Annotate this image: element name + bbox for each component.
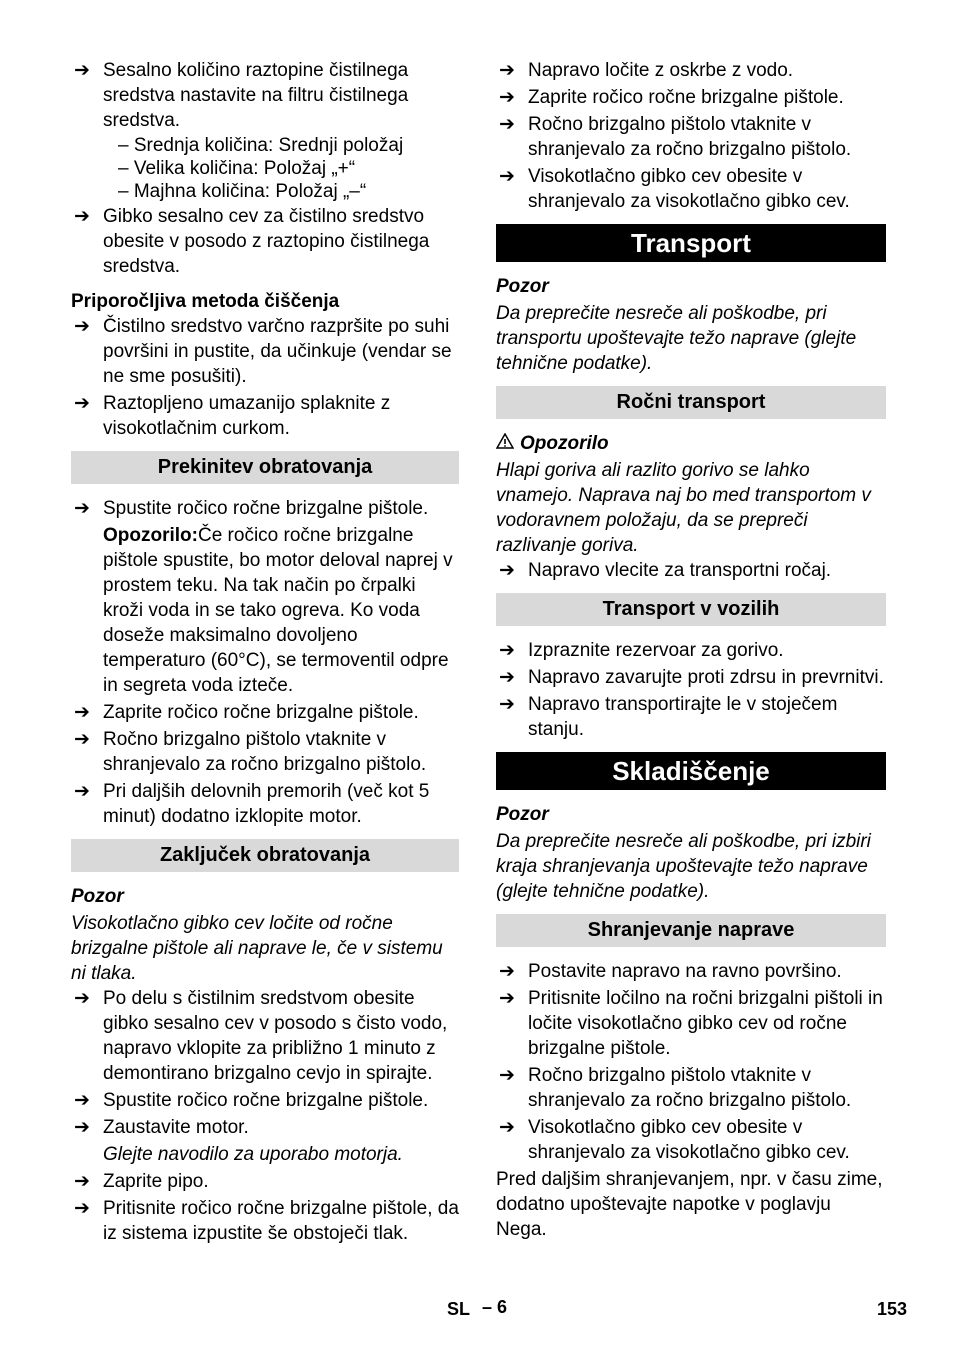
bullet-item: ➔ Spustite ročico ročne brizgalne pištole. — [74, 498, 429, 519]
caution-text: Da preprečite nesreče ali poškodbe, pri transportu upoštevajte težo naprave (glejte tehnične podatke). — [496, 303, 857, 374]
section-heading-end: Zaključek obratovanja — [71, 839, 459, 872]
bullet-item: ➔ Napravo transportirajte le v stoječem stanju. — [499, 694, 838, 740]
storage-note: Pred daljšim shranjevanjem, npr. v času zime, dodatno upoštevajte napotke v poglavju Nega. — [496, 1169, 883, 1240]
bullet-item: ➔ Sesalno količino raztopine čistilnega sredstva nastavite na filtru čistilnega sredstva. — [74, 60, 409, 131]
warning-note: Opozorilo:Če ročico ročne brizgalne pištole spustite, bo motor deloval naprej v prostem teku. Na tak način po črpalki kroži voda in se tako ogreva. Ko voda doseže maksimalno dovoljeno temperaturo (60°C), se termoventil odpre in segreta voda izteče. — [103, 525, 453, 696]
bullet-item: ➔ Pri daljših delovnih premorih (več kot 5 minut) dodatno izklopite motor. — [74, 781, 430, 827]
method-title: Priporočljiva metoda čiščenja — [71, 291, 340, 312]
option-large: – Velika količina: Položaj „+“ — [118, 158, 356, 179]
arrow-right-icon: ➔ — [499, 694, 515, 715]
section-heading-manual-transport: Ročni transport — [496, 386, 886, 419]
chapter-heading-transport: Transport — [496, 224, 886, 262]
bullet-item: ➔ Napravo zavarujte proti zdrsu in prevrnitvi. — [499, 667, 884, 688]
page-number: 153 — [877, 1299, 908, 1319]
bullet-item: ➔ Zaprite pipo. — [74, 1171, 209, 1192]
bullet-item: ➔ Ročno brizgalno pištolo vtaknite v shranjevalo za ročno brizgalno pištolo. — [74, 729, 427, 775]
arrow-right-icon: ➔ — [74, 1198, 90, 1219]
bullet-item: ➔ Izpraznite rezervoar za gorivo. — [499, 640, 784, 661]
section-heading-interrupt: Prekinitev obratovanja — [71, 451, 459, 484]
arrow-right-icon: ➔ — [74, 988, 90, 1009]
option-medium: – Srednja količina: Srednji položaj — [118, 135, 404, 156]
arrow-right-icon: ➔ — [499, 667, 515, 688]
bullet-item: ➔ Gibko sesalno cev za čistilno sredstvo obesite v posodo z raztopino čistilnega sredstva. — [74, 206, 430, 277]
warning-label: Opozorilo: — [103, 525, 198, 546]
option-small: – Majhna količina: Položaj „–“ — [118, 181, 367, 202]
arrow-right-icon: ➔ — [74, 729, 90, 750]
arrow-right-icon: ➔ — [74, 60, 90, 81]
bullet-item: ➔ Visokotlačno gibko cev obesite v shranjevalo za visokotlačno gibko cev. — [499, 1117, 850, 1163]
bullet-item: ➔ Visokotlačno gibko cev obesite v shranjevalo za visokotlačno gibko cev. — [499, 166, 850, 212]
arrow-right-icon: ➔ — [499, 961, 515, 982]
motor-note: Glejte navodilo za uporabo motorja. — [103, 1144, 403, 1165]
warning-text: Hlapi goriva ali razlito gorivo se lahko vnamejo. Naprava naj bo med transportom v vodoravnem položaju, da se prepreči razlivanje goriva. — [496, 460, 871, 556]
arrow-right-icon: ➔ — [499, 988, 515, 1009]
arrow-right-icon: ➔ — [499, 640, 515, 661]
bullet-item: ➔ Napravo ločite z oskrbe z vodo. — [499, 60, 794, 81]
footer-language: SL — [447, 1299, 471, 1319]
arrow-right-icon: ➔ — [74, 206, 90, 227]
arrow-right-icon: ➔ — [74, 393, 90, 414]
bullet-item: ➔ Zaprite ročico ročne brizgalne pištole. — [499, 87, 844, 108]
warning-heading: Opozorilo — [496, 431, 886, 456]
right-column — [496, 58, 886, 1242]
arrow-right-icon: ➔ — [74, 1117, 90, 1138]
bullet-item: ➔ Zaprite ročico ročne brizgalne pištole. — [74, 702, 419, 723]
arrow-right-icon: ➔ — [74, 1090, 90, 1111]
caution-text: Visokotlačno gibko cev ločite od ročne brizgalne pištole ali naprave le, če v sistemu ni tlaka. — [71, 913, 443, 984]
caution-label: Pozor — [496, 276, 549, 297]
footer-section-page: – 6 — [482, 1297, 508, 1317]
chapter-heading-storage: Skladiščenje — [496, 752, 886, 790]
bullet-item: ➔ Raztopljeno umazanijo splaknite z visokotlačnim curkom. — [74, 393, 391, 439]
caution-label: Pozor — [496, 804, 549, 825]
arrow-right-icon: ➔ — [499, 87, 515, 108]
bullet-item: ➔ Čistilno sredstvo varčno razpršite po suhi površini in pustite, da učinkuje (vendar se ne sme posušiti). — [74, 316, 452, 387]
arrow-right-icon: ➔ — [74, 781, 90, 802]
warning-triangle-icon — [496, 431, 520, 456]
arrow-right-icon: ➔ — [74, 498, 90, 519]
bullet-item: ➔ Pritisnite ročico ročne brizgalne pištole, da iz sistema izpustite še obstoječi tlak. — [74, 1198, 459, 1244]
left-column — [71, 58, 459, 1248]
arrow-right-icon: ➔ — [499, 1065, 515, 1086]
caution-text: Da preprečite nesreče ali poškodbe, pri izbiri kraja shranjevanja upoštevajte težo naprave (glejte tehnične podatke). — [496, 831, 871, 902]
section-heading-vehicle-transport: Transport v vozilih — [496, 593, 886, 626]
bullet-item: ➔ Ročno brizgalno pištolo vtaknite v shranjevalo za ročno brizgalno pištolo. — [499, 114, 852, 160]
arrow-right-icon: ➔ — [74, 316, 90, 337]
arrow-right-icon: ➔ — [499, 1117, 515, 1138]
arrow-right-icon: ➔ — [499, 560, 515, 581]
bullet-item: ➔ Postavite napravo na ravno površino. — [499, 961, 842, 982]
arrow-right-icon: ➔ — [74, 702, 90, 723]
bullet-item: ➔ Spustite ročico ročne brizgalne pištole. — [74, 1090, 429, 1111]
arrow-right-icon: ➔ — [499, 114, 515, 135]
bullet-item: ➔ Zaustavite motor. — [74, 1117, 249, 1138]
caution-label: Pozor — [71, 886, 124, 907]
bullet-item: ➔ Napravo vlecite za transportni ročaj. — [499, 560, 832, 581]
bullet-item: ➔ Ročno brizgalno pištolo vtaknite v shranjevalo za ročno brizgalno pištolo. — [499, 1065, 852, 1111]
bullet-item: ➔ Pritisnite ločilno na ročni brizgalni pištoli in ločite visokotlačno gibko cev od ročne brizgalne pištole. — [499, 988, 883, 1059]
section-heading-store-device: Shranjevanje naprave — [496, 914, 886, 947]
bullet-item: ➔ Po delu s čistilnim sredstvom obesite gibko sesalno cev v posodo s čisto vodo, napravo vklopite za približno 1 minuto z demontirano brizgalno cevjo in spirajte. — [74, 988, 448, 1084]
arrow-right-icon: ➔ — [499, 60, 515, 81]
arrow-right-icon: ➔ — [74, 1171, 90, 1192]
arrow-right-icon: ➔ — [499, 166, 515, 187]
